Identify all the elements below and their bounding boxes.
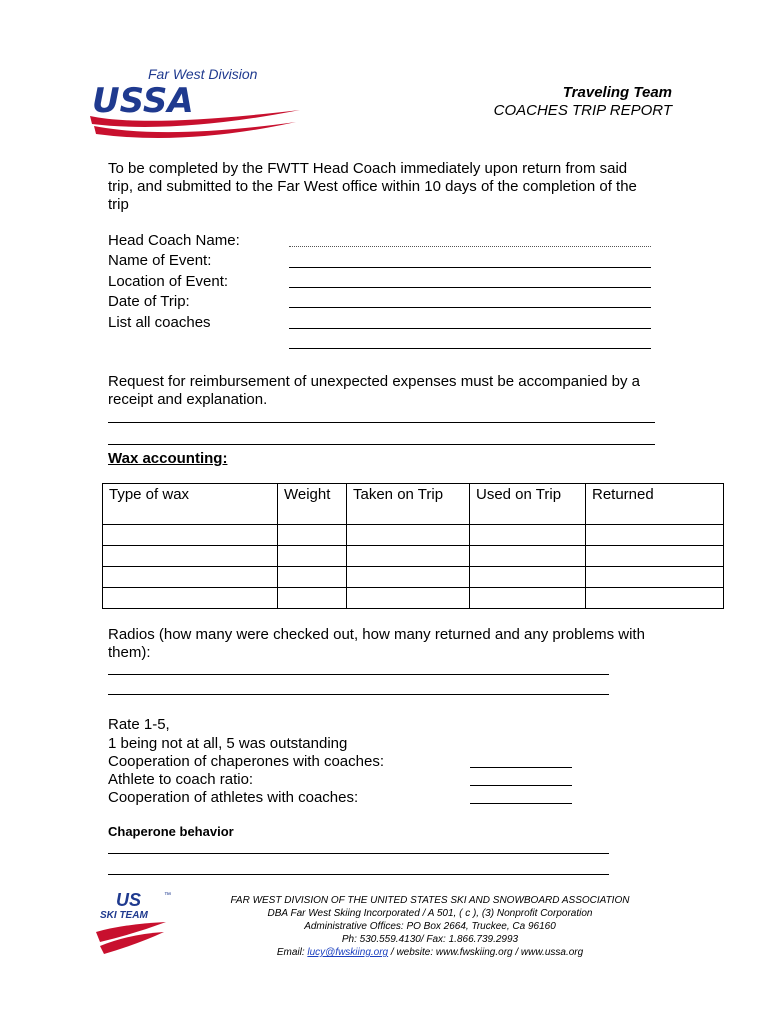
rating-chaperones-label: Cooperation of chaperones with coaches:	[108, 753, 385, 770]
rating-athletes-line[interactable]	[470, 803, 572, 804]
wax-table-header	[103, 484, 724, 525]
coaches-line-2[interactable]	[289, 348, 651, 349]
wax-table	[102, 483, 724, 609]
ski-team-swoosh-icon	[94, 920, 174, 956]
table-cell[interactable]	[470, 525, 586, 546]
table-cell[interactable]	[347, 525, 470, 546]
chaperone-line-1[interactable]	[108, 853, 609, 854]
ussa-wordmark: USSA	[92, 82, 194, 121]
wax-col-returned: Returned	[586, 484, 724, 525]
table-cell[interactable]	[278, 588, 347, 609]
wax-col-used: Used on Trip	[470, 484, 586, 525]
event-location-line[interactable]	[289, 287, 651, 288]
intro-paragraph: To be completed by the FWTT Head Coach immediately upon return from said trip, and submitted to the Far West office within 10 days of the completion of the trip	[108, 160, 637, 213]
rating-chaperones-line[interactable]	[470, 767, 572, 768]
table-cell[interactable]	[278, 546, 347, 567]
table-cell[interactable]	[586, 525, 724, 546]
footer-line-3: Administrative Offices: PO Box 2664, Truckee, Ca 96160	[304, 921, 556, 932]
table-cell[interactable]	[347, 588, 470, 609]
rating-ratio-label: Athlete to coach ratio:	[108, 771, 254, 788]
radios-paragraph: Radios (how many were checked out, how many returned and any problems with them):	[108, 626, 645, 661]
trip-date-label: Date of Trip:	[108, 293, 190, 310]
rating-scale: 1 being not at all, 5 was outstanding	[108, 735, 348, 752]
reimbursement-line-1[interactable]	[108, 422, 655, 423]
footer-website: / website: www.fwskiing.org / www.ussa.org	[388, 947, 584, 958]
wax-col-type: Type of wax	[103, 484, 278, 525]
logo-tm: ™	[164, 892, 171, 899]
table-cell[interactable]	[470, 567, 586, 588]
table-cell[interactable]	[103, 546, 278, 567]
reimbursement-paragraph: Request for reimbursement of unexpected expenses must be accompanied by a receipt and explanation.	[108, 373, 640, 408]
ussa-swoosh-icon	[86, 82, 306, 142]
table-row	[103, 588, 724, 609]
head-coach-line[interactable]	[289, 246, 651, 247]
wax-col-taken: Taken on Trip	[347, 484, 470, 525]
event-location-label: Location of Event:	[108, 273, 229, 290]
header-subtitle: COACHES TRIP REPORT	[493, 102, 672, 119]
event-name-label: Name of Event:	[108, 252, 212, 269]
footer-line-2: DBA Far West Skiing Incorporated / A 501, ( c ), (3) Nonprofit Corporation	[267, 908, 593, 919]
table-row	[103, 525, 724, 546]
table-cell[interactable]	[103, 588, 278, 609]
header-title: Traveling Team	[562, 84, 672, 101]
trip-date-line[interactable]	[289, 307, 651, 308]
table-cell[interactable]	[103, 567, 278, 588]
table-cell[interactable]	[470, 546, 586, 567]
ussa-logo	[86, 64, 306, 142]
logo-us: US	[116, 890, 142, 910]
table-cell[interactable]	[586, 546, 724, 567]
footer-line-4: Ph: 530.559.4130/ Fax: 1.866.739.2993	[341, 934, 519, 945]
rating-ratio-line[interactable]	[470, 785, 572, 786]
us-ski-team-logo	[94, 890, 174, 956]
table-row	[103, 546, 724, 567]
footer-line-5	[190, 946, 670, 959]
table-row	[103, 567, 724, 588]
chaperone-line-2[interactable]	[108, 874, 609, 875]
footer-email-prefix: Email:	[276, 947, 308, 958]
event-name-line[interactable]	[289, 267, 651, 268]
logo-ski-team: SKI TEAM	[100, 910, 148, 921]
footer-line-1: FAR WEST DIVISION OF THE UNITED STATES SKI AND SNOWBOARD ASSOCIATION	[230, 895, 630, 906]
table-cell[interactable]	[470, 588, 586, 609]
chaperone-heading: Chaperone behavior	[108, 824, 234, 839]
table-cell[interactable]	[103, 525, 278, 546]
footer-text	[190, 894, 670, 959]
head-coach-label: Head Coach Name:	[108, 232, 240, 249]
table-cell[interactable]	[278, 567, 347, 588]
table-cell[interactable]	[347, 567, 470, 588]
table-cell[interactable]	[347, 546, 470, 567]
rating-intro: Rate 1-5,	[108, 716, 170, 733]
radios-line-1[interactable]	[108, 674, 609, 675]
table-cell[interactable]	[278, 525, 347, 546]
wax-col-weight: Weight	[278, 484, 347, 525]
rating-athletes-label: Cooperation of athletes with coaches:	[108, 789, 359, 806]
coaches-line-1[interactable]	[289, 328, 651, 329]
division-label: Far West Division	[148, 66, 258, 82]
footer-email-link[interactable]: lucy@fwskiing.org	[307, 947, 389, 958]
table-cell[interactable]	[586, 588, 724, 609]
coaches-label: List all coaches	[108, 314, 211, 331]
reimbursement-line-2[interactable]	[108, 444, 655, 445]
radios-line-2[interactable]	[108, 694, 609, 695]
wax-heading: Wax accounting:	[108, 450, 228, 467]
table-cell[interactable]	[586, 567, 724, 588]
